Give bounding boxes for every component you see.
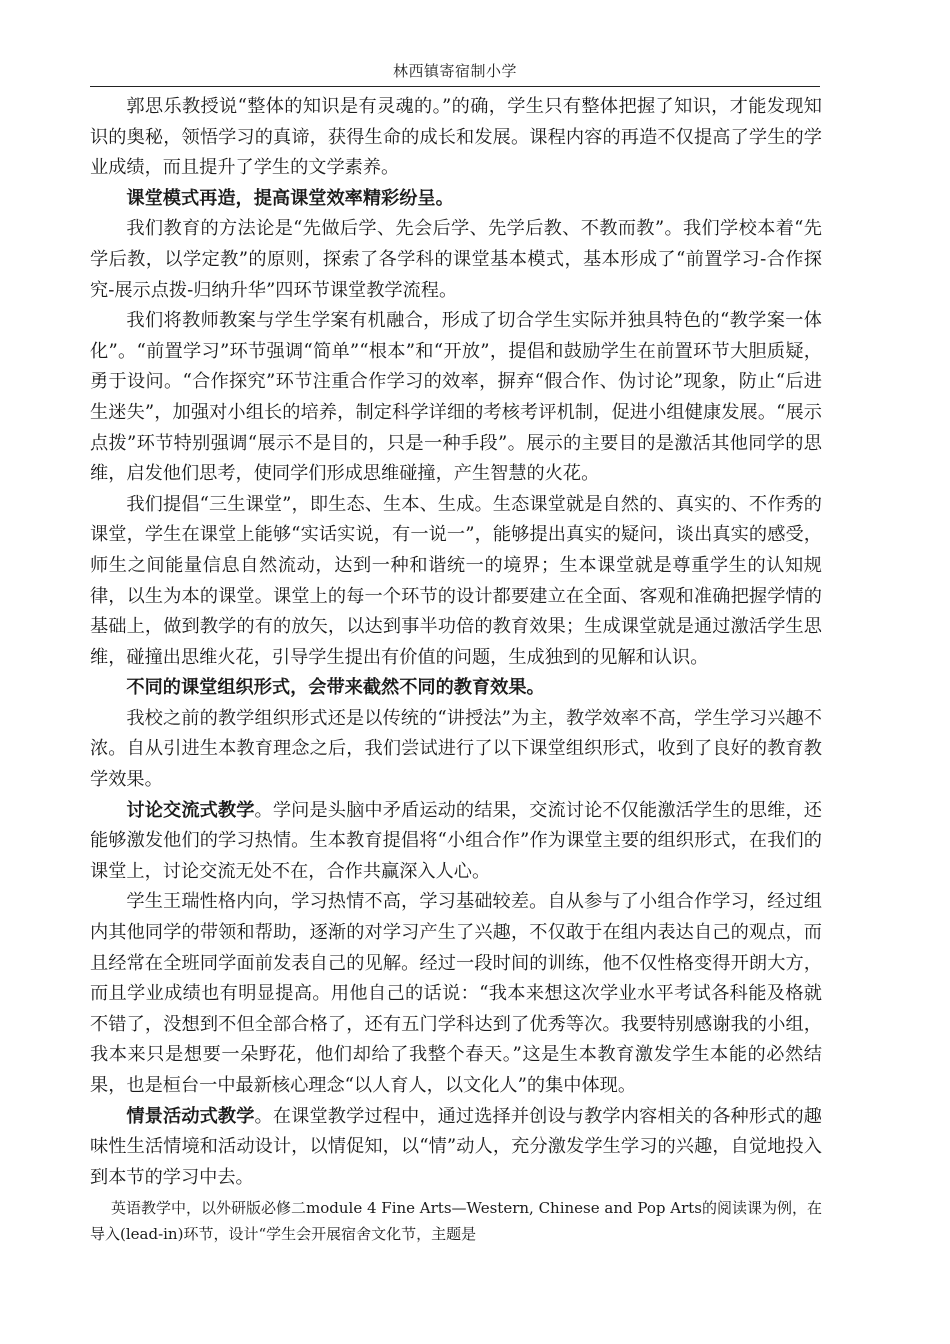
paragraph: 我们提倡“三生课堂”，即生态、生本、生成。生态课堂就是自然的、真实的、不作秀的课堂，学生在课堂上能够“实话实说，有一说一”，能够提出真实的疑问，谈出真实的感受，师生之间能量信息自然流动，达到一种和谐统一的境界；生本课堂就是尊重学生的认知规律，以生为本的课堂。课堂上的每一个环节的设计都要建立在全面、客观和准确把握学情的基础上，做到教学的有的放矢，以达到事半功倍的教育效果；生成课堂就是通过激活学生思维，碰撞出思维火花，引导学生提出有价值的问题，生成独到的见解和认识。 [90, 493, 822, 668]
inline-heading: 情景活动式教学 [126, 1105, 255, 1127]
header-divider [90, 86, 820, 87]
paragraph: 我们教育的方法论是“先做后学、先会后学、先学后教、不教而教”。我们学校本着“先学后教，以学定教”的原则，探索了各学科的课堂基本模式，基本形成了“前置学习-合作探究-展示点拨-归纳升华”四环节课堂教学流程。 [90, 218, 822, 301]
paragraph [90, 1102, 822, 1194]
document-body [90, 92, 822, 1247]
page-header: 林西镇寄宿制小学 [392, 62, 517, 80]
paragraph: 英语教学中，以外研版必修二module 4 Fine Arts—Western, Chinese and Pop Arts的阅读课为例，在导入(lead-in)环节，设计“学生会开展宿舍文化节，主题是 [90, 1199, 822, 1244]
section-heading: 课堂模式再造，提高课堂效率精彩纷呈。 [126, 187, 454, 209]
paragraph: 学生王瑞性格内向，学习热情不高，学习基础较差。自从参与了小组合作学习，经过组内其他同学的带领和帮助，逐渐的对学习产生了兴趣，不仅敢于在组内表达自己的观点，而且经常在全班同学面前发表自己的见解。经过一段时间的训练，他不仅性格变得开朗大方，而且学业成绩也有明显提高。用他自己的话说：“我本来想这次学业水平考试各科能及格就不错了，没想到不但全部合格了，还有五门学科达到了优秀等次。我要特别感谢我的小组，我本来只是想要一朵野花，他们却给了我整个春天。”这是生本教育激发学生本能的必然结果，也是桓台一中最新核心理念“以人育人，以文化人”的集中体现。 [90, 891, 822, 1096]
paragraph-text: 。在课堂教学过程中，通过选择并创设与教学内容相关的各种形式的趣味性生活情境和活动设计，以情促知，以“情”动人，充分激发学生学习的兴趣，自觉地投入到本节的学习中去。 [90, 1105, 822, 1188]
inline-heading: 讨论交流式教学 [126, 799, 255, 821]
paragraph-text: 。学问是头脑中矛盾运动的结果，交流讨论不仅能激活学生的思维，还能够激发他们的学习热情。生本教育提倡将“小组合作”作为课堂主要的组织形式，在我们的课堂上，讨论交流无处不在，合作共赢深入人心。 [90, 799, 822, 882]
paragraph: 我们将教师教案与学生学案有机融合，形成了切合学生实际并独具特色的“教学案一体化”。“前置学习”环节强调“简单”“根本”和“开放”，提倡和鼓励学生在前置环节大胆质疑，勇于设问。“合作探究”环节注重合作学习的效率，摒弃“假合作、伪讨论”现象，防止“后进生迷失”，加强对小组长的培养，制定科学详细的考核考评机制，促进小组健康发展。“展示点拨”环节特别强调“展示不是目的，只是一种手段”。展示的主要目的是激活其他同学的思维，启发他们思考，使同学们形成思维碰撞，产生智慧的火花。 [90, 310, 822, 485]
paragraph: 我校之前的教学组织形式还是以传统的“讲授法”为主，教学效率不高，学生学习兴趣不浓。自从引进生本教育理念之后，我们尝试进行了以下课堂组织形式，收到了良好的教育教学效果。 [90, 707, 822, 791]
paragraph: 郭思乐教授说“整体的知识是有灵魂的。”的确，学生只有整体把握了知识，才能发现知识的奥秘，领悟学习的真谛，获得生命的成长和发展。课程内容的再造不仅提高了学生的学业成绩，而且提升了学生的文学素养。 [90, 96, 822, 179]
section-heading: 不同的课堂组织形式，会带来截然不同的教育效果。 [126, 677, 545, 699]
paragraph [90, 796, 822, 888]
